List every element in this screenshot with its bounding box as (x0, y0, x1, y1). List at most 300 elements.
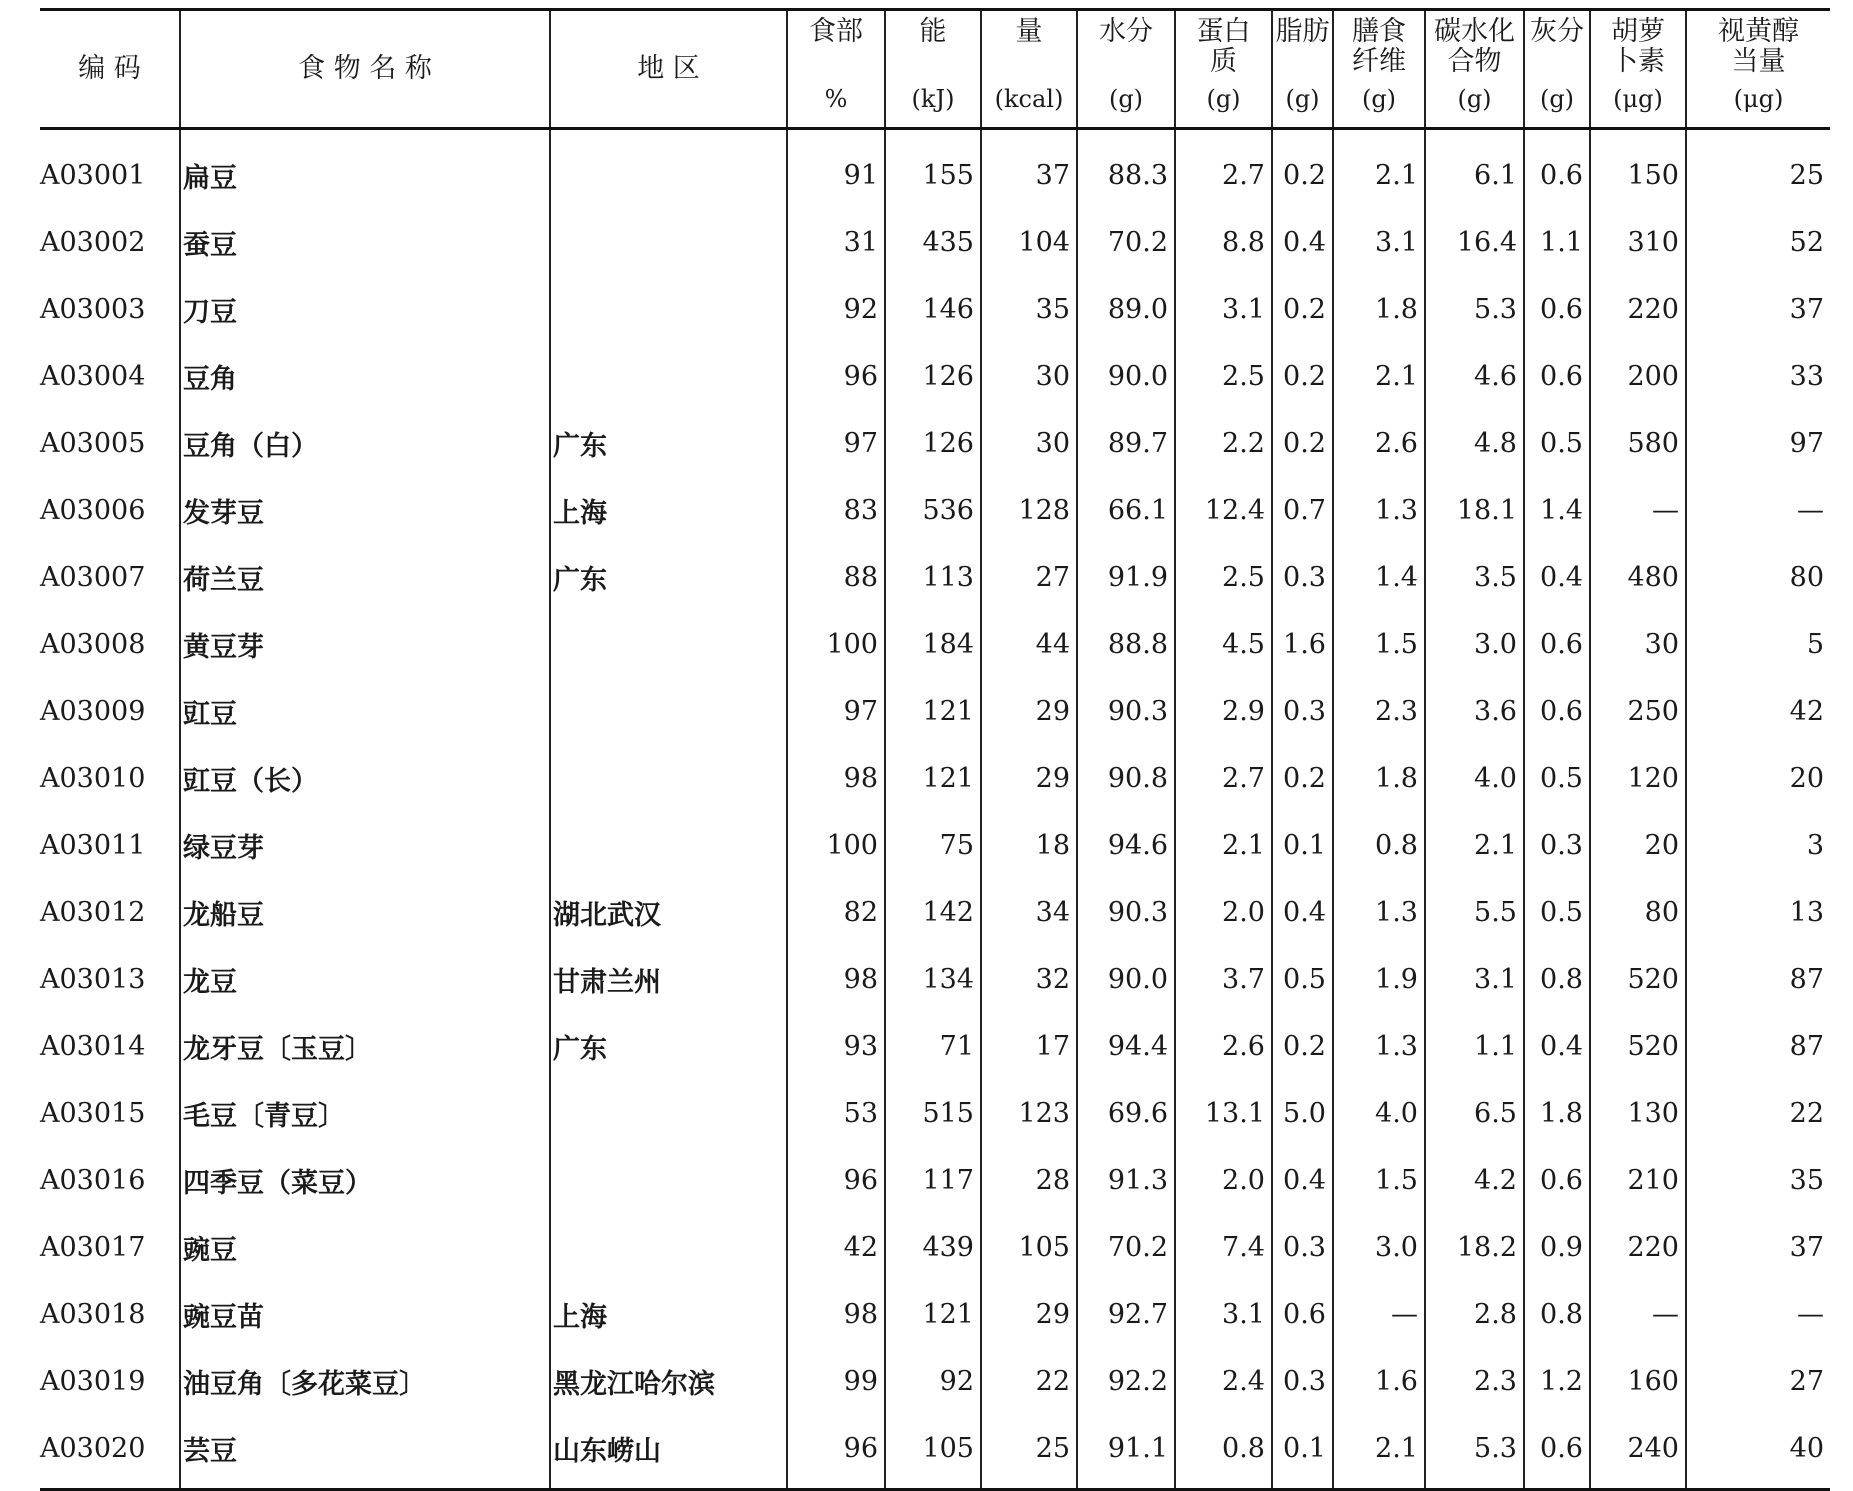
cell-carb: 3.0 (1425, 611, 1524, 678)
cell-fiber: 1.4 (1333, 544, 1425, 611)
cell-fiber: 1.9 (1333, 946, 1425, 1013)
table-row (40, 343, 1830, 410)
cell-retinol: 33 (1789, 361, 1824, 392)
cell-kcal: 29 (981, 745, 1077, 812)
cell-kcal: 29 (981, 1281, 1077, 1348)
cell-name: 豇豆 (180, 678, 550, 745)
header-edible-label: 食部 (809, 16, 863, 47)
table-row (40, 1348, 1830, 1415)
cell-edible: 96 (787, 343, 885, 410)
cell-kj: 121 (885, 678, 981, 745)
cell-carb: 1.1 (1425, 1013, 1524, 1080)
cell-water: 90.3 (1077, 879, 1175, 946)
cell-fiber: 1.8 (1333, 276, 1425, 343)
cell-fiber: 1.5 (1333, 1147, 1425, 1214)
cell-protein: 2.7 (1175, 745, 1272, 812)
cell-kcal: 17 (981, 1013, 1077, 1080)
cell-name: 黄豆芽 (180, 611, 550, 678)
cell-fat: 0.4 (1272, 209, 1333, 276)
header-energy-unit-kj: (kJ) (911, 85, 955, 113)
cell-water: 88.8 (1077, 611, 1175, 678)
cell-code: A03004 (40, 343, 180, 410)
cell-retinol: 42 (1789, 696, 1824, 727)
cell-region (550, 1147, 787, 1214)
cell-edible: 98 (787, 946, 885, 1013)
cell-protein: 3.7 (1175, 946, 1272, 1013)
cell-carb: 3.5 (1425, 544, 1524, 611)
cell-fiber: 2.1 (1333, 1415, 1425, 1490)
cell-kj: 439 (885, 1214, 981, 1281)
cell-protein: 2.7 (1175, 129, 1272, 210)
cell-kcal: 123 (981, 1080, 1077, 1147)
cell-fat: 0.2 (1272, 1013, 1333, 1080)
cell-retinol: 52 (1789, 227, 1824, 258)
cell-region: 湖北武汉 (550, 879, 787, 946)
cell-fat: 0.4 (1272, 879, 1333, 946)
header-region: 地 区 (550, 10, 787, 129)
cell-name: 豆角 (180, 343, 550, 410)
cell-fiber: 1.3 (1333, 477, 1425, 544)
cell-ash: 0.8 (1524, 946, 1590, 1013)
cell-kj: 75 (885, 812, 981, 879)
cell-water: 70.2 (1077, 1214, 1175, 1281)
cell-ash: 0.6 (1524, 678, 1590, 745)
cell-kcal: 28 (981, 1147, 1077, 1214)
cell-region: 上海 (550, 1281, 787, 1348)
cell-edible: 98 (787, 745, 885, 812)
cell-fat: 0.4 (1272, 1147, 1333, 1214)
cell-code: A03007 (40, 544, 180, 611)
cell-protein: 7.4 (1175, 1214, 1272, 1281)
cell-region (550, 276, 787, 343)
cell-code: A03010 (40, 745, 180, 812)
cell-retinol: 5 (1806, 629, 1824, 660)
cell-code: A03012 (40, 879, 180, 946)
cell-carb: 4.6 (1425, 343, 1524, 410)
cell-edible: 100 (787, 812, 885, 879)
cell-fiber: — (1333, 1281, 1425, 1348)
header-fiber-unit: (g) (1361, 85, 1397, 113)
header-energy-kj (885, 10, 981, 129)
table-row (40, 410, 1830, 477)
food-composition-table (40, 8, 1830, 1491)
cell-protein: 2.6 (1175, 1013, 1272, 1080)
cell-protein: 2.1 (1175, 812, 1272, 879)
cell-code: A03001 (40, 129, 180, 210)
cell-code: A03013 (40, 946, 180, 1013)
cell-edible: 88 (787, 544, 885, 611)
cell-retinol: 3 (1806, 830, 1824, 861)
cell-retinol: 87 (1789, 964, 1824, 995)
cell-kcal: 128 (981, 477, 1077, 544)
cell-fat: 0.3 (1272, 1348, 1333, 1415)
header-energy-label-left: 能 (919, 16, 947, 47)
cell-protein: 8.8 (1175, 209, 1272, 276)
table-row (40, 611, 1830, 678)
cell-edible: 92 (787, 276, 885, 343)
cell-kj: 92 (885, 1348, 981, 1415)
cell-carb: 16.4 (1425, 209, 1524, 276)
cell-region: 广东 (550, 544, 787, 611)
cell-protein: 2.5 (1175, 343, 1272, 410)
cell-ash: 0.5 (1524, 879, 1590, 946)
header-protein (1175, 10, 1272, 129)
cell-protein: 4.5 (1175, 611, 1272, 678)
cell-ash: 1.2 (1524, 1348, 1590, 1415)
cell-retinol: 13 (1789, 897, 1824, 928)
cell-edible: 82 (787, 879, 885, 946)
cell-fat: 0.2 (1272, 410, 1333, 477)
cell-name: 荷兰豆 (180, 544, 550, 611)
cell-protein: 2.0 (1175, 879, 1272, 946)
cell-fat: 0.2 (1272, 129, 1333, 210)
table-row (40, 1281, 1830, 1348)
cell-kcal: 27 (981, 544, 1077, 611)
cell-carb: 18.2 (1425, 1214, 1524, 1281)
cell-kj: 105 (885, 1415, 981, 1490)
cell-edible: 93 (787, 1013, 885, 1080)
cell-ash: 0.6 (1524, 276, 1590, 343)
cell-carb: 2.1 (1425, 812, 1524, 879)
cell-water: 94.6 (1077, 812, 1175, 879)
cell-water: 90.0 (1077, 343, 1175, 410)
cell-carotene: 130 (1590, 1080, 1686, 1147)
cell-fiber: 1.8 (1333, 745, 1425, 812)
table-row (40, 1415, 1830, 1490)
cell-carotene: 220 (1590, 1214, 1686, 1281)
cell-kj: 117 (885, 1147, 981, 1214)
cell-kcal: 105 (981, 1214, 1077, 1281)
header-retinol-unit: (μg) (1733, 85, 1784, 113)
header-fat-label: 脂肪 (1275, 16, 1330, 47)
cell-water: 91.9 (1077, 544, 1175, 611)
cell-code: A03011 (40, 812, 180, 879)
cell-retinol: — (1797, 495, 1824, 526)
cell-fiber: 1.5 (1333, 611, 1425, 678)
cell-name: 龙船豆 (180, 879, 550, 946)
cell-edible: 97 (787, 410, 885, 477)
header-ash-unit: (g) (1539, 85, 1575, 113)
cell-region (550, 745, 787, 812)
header-fat-unit: (g) (1285, 85, 1320, 113)
cell-name: 绿豆芽 (180, 812, 550, 879)
header-energy-unit-kcal: (kcal) (994, 85, 1064, 113)
cell-kj: 184 (885, 611, 981, 678)
header-row (40, 10, 1830, 129)
cell-kj: 121 (885, 745, 981, 812)
cell-region: 广东 (550, 410, 787, 477)
cell-edible: 53 (787, 1080, 885, 1147)
cell-carb: 6.1 (1425, 129, 1524, 210)
table-row (40, 1147, 1830, 1214)
cell-region: 广东 (550, 1013, 787, 1080)
cell-carb: 5.3 (1425, 276, 1524, 343)
cell-water: 94.4 (1077, 1013, 1175, 1080)
cell-edible: 31 (787, 209, 885, 276)
cell-water: 69.6 (1077, 1080, 1175, 1147)
cell-kj: 134 (885, 946, 981, 1013)
table-row (40, 209, 1830, 276)
cell-retinol: 22 (1789, 1098, 1824, 1129)
cell-kj: 155 (885, 129, 981, 210)
cell-ash: 0.6 (1524, 129, 1590, 210)
cell-carb: 5.3 (1425, 1415, 1524, 1490)
cell-ash: 0.9 (1524, 1214, 1590, 1281)
cell-carotene: 80 (1590, 879, 1686, 946)
cell-edible: 96 (787, 1415, 885, 1490)
cell-fat: 0.3 (1272, 544, 1333, 611)
cell-kcal: 18 (981, 812, 1077, 879)
cell-carotene: 520 (1590, 946, 1686, 1013)
cell-carotene: — (1590, 477, 1686, 544)
cell-retinol: 20 (1789, 763, 1824, 794)
cell-carotene: 480 (1590, 544, 1686, 611)
cell-region (550, 129, 787, 210)
cell-kcal: 30 (981, 343, 1077, 410)
cell-code: A03018 (40, 1281, 180, 1348)
cell-fat: 0.2 (1272, 343, 1333, 410)
cell-fiber: 2.1 (1333, 343, 1425, 410)
cell-name: 刀豆 (180, 276, 550, 343)
cell-kj: 142 (885, 879, 981, 946)
header-name: 食 物 名 称 (180, 10, 550, 129)
cell-carotene: 520 (1590, 1013, 1686, 1080)
header-energy-label-right: 量 (1015, 16, 1043, 47)
cell-retinol: — (1797, 1299, 1824, 1330)
cell-carotene: 210 (1590, 1147, 1686, 1214)
table-row (40, 678, 1830, 745)
cell-protein: 2.2 (1175, 410, 1272, 477)
cell-code: A03017 (40, 1214, 180, 1281)
cell-name: 蚕豆 (180, 209, 550, 276)
table-row (40, 1080, 1830, 1147)
cell-name: 芸豆 (180, 1415, 550, 1490)
cell-kj: 146 (885, 276, 981, 343)
cell-edible: 98 (787, 1281, 885, 1348)
cell-protein: 2.5 (1175, 544, 1272, 611)
header-water (1077, 10, 1175, 129)
cell-water: 70.2 (1077, 209, 1175, 276)
header-ash (1524, 10, 1590, 129)
cell-carb: 2.8 (1425, 1281, 1524, 1348)
cell-carotene: 200 (1590, 343, 1686, 410)
cell-ash: 0.5 (1524, 745, 1590, 812)
cell-name: 毛豆〔青豆〕 (180, 1080, 550, 1147)
cell-kj: 435 (885, 209, 981, 276)
header-protein-unit: (g) (1206, 85, 1241, 113)
cell-code: A03008 (40, 611, 180, 678)
cell-fiber: 1.3 (1333, 1013, 1425, 1080)
cell-code: A03015 (40, 1080, 180, 1147)
cell-ash: 0.3 (1524, 812, 1590, 879)
header-carotene-label: 胡萝卜素 (1611, 16, 1665, 77)
cell-fat: 0.6 (1272, 1281, 1333, 1348)
cell-edible: 83 (787, 477, 885, 544)
cell-region: 山东崂山 (550, 1415, 787, 1490)
cell-fiber: 1.3 (1333, 879, 1425, 946)
cell-code: A03016 (40, 1147, 180, 1214)
cell-fiber: 3.0 (1333, 1214, 1425, 1281)
cell-protein: 0.8 (1175, 1415, 1272, 1490)
table-row (40, 812, 1830, 879)
cell-kcal: 37 (981, 129, 1077, 210)
cell-retinol: 40 (1686, 1415, 1830, 1490)
cell-edible: 97 (787, 678, 885, 745)
cell-water: 88.3 (1077, 129, 1175, 210)
cell-ash: 0.4 (1524, 544, 1590, 611)
cell-region (550, 343, 787, 410)
cell-region (550, 812, 787, 879)
cell-fat: 1.6 (1272, 611, 1333, 678)
cell-carotene: 310 (1590, 209, 1686, 276)
cell-carb: 6.5 (1425, 1080, 1524, 1147)
cell-water: 89.0 (1077, 276, 1175, 343)
cell-water: 89.7 (1077, 410, 1175, 477)
header-protein-label: 蛋白质 (1196, 16, 1251, 77)
cell-carotene: — (1590, 1281, 1686, 1348)
header-carb-label: 碳水化合物 (1434, 16, 1515, 77)
cell-carb: 18.1 (1425, 477, 1524, 544)
cell-retinol: 27 (1789, 1366, 1824, 1397)
cell-kcal: 104 (981, 209, 1077, 276)
cell-code: A03003 (40, 276, 180, 343)
header-retinol (1686, 10, 1830, 129)
cell-edible: 42 (787, 1214, 885, 1281)
cell-fat: 0.1 (1272, 1415, 1333, 1490)
cell-code: A03002 (40, 209, 180, 276)
table-row (40, 544, 1830, 611)
table-row (40, 1214, 1830, 1281)
cell-kj: 113 (885, 544, 981, 611)
cell-fat: 0.2 (1272, 745, 1333, 812)
cell-carb: 5.5 (1425, 879, 1524, 946)
cell-water: 90.8 (1077, 745, 1175, 812)
cell-retinol: 87 (1789, 1031, 1824, 1062)
cell-code: A03009 (40, 678, 180, 745)
cell-edible: 91 (787, 129, 885, 210)
cell-carotene: 220 (1590, 276, 1686, 343)
header-carb (1425, 10, 1524, 129)
cell-edible: 96 (787, 1147, 885, 1214)
cell-water: 92.7 (1077, 1281, 1175, 1348)
cell-name: 四季豆（菜豆） (180, 1147, 550, 1214)
cell-fiber: 4.0 (1333, 1080, 1425, 1147)
cell-fat: 5.0 (1272, 1080, 1333, 1147)
cell-water: 90.0 (1077, 946, 1175, 1013)
document-page (40, 8, 1830, 1467)
cell-retinol: 97 (1789, 428, 1824, 459)
header-fat (1272, 10, 1333, 129)
header-ash-label: 灰分 (1530, 16, 1584, 47)
cell-protein: 13.1 (1175, 1080, 1272, 1147)
cell-fiber: 1.6 (1333, 1348, 1425, 1415)
cell-retinol: 25 (1789, 160, 1824, 191)
cell-ash: 0.6 (1524, 611, 1590, 678)
cell-kcal: 30 (981, 410, 1077, 477)
cell-ash: 0.6 (1524, 1415, 1590, 1490)
cell-name: 豌豆 (180, 1214, 550, 1281)
cell-ash: 0.6 (1524, 1147, 1590, 1214)
cell-carotene: 250 (1590, 678, 1686, 745)
cell-fat: 0.5 (1272, 946, 1333, 1013)
table-row (40, 946, 1830, 1013)
cell-carotene: 30 (1590, 611, 1686, 678)
cell-protein: 2.9 (1175, 678, 1272, 745)
header-retinol-label: 视黄醇当量 (1718, 16, 1799, 77)
cell-protein: 3.1 (1175, 1281, 1272, 1348)
cell-kcal: 32 (981, 946, 1077, 1013)
header-edible (787, 10, 885, 129)
cell-kj: 126 (885, 343, 981, 410)
cell-name: 豆角（白） (180, 410, 550, 477)
cell-fiber: 2.3 (1333, 678, 1425, 745)
cell-ash: 1.4 (1524, 477, 1590, 544)
cell-name: 龙牙豆〔玉豆〕 (180, 1013, 550, 1080)
table-row (40, 477, 1830, 544)
cell-kcal: 22 (981, 1348, 1077, 1415)
cell-fiber: 0.8 (1333, 812, 1425, 879)
cell-ash: 0.4 (1524, 1013, 1590, 1080)
cell-water: 90.3 (1077, 678, 1175, 745)
header-carb-unit: (g) (1457, 85, 1492, 113)
cell-retinol: 35 (1789, 1165, 1824, 1196)
cell-carb: 4.0 (1425, 745, 1524, 812)
cell-carotene: 120 (1590, 745, 1686, 812)
cell-kj: 536 (885, 477, 981, 544)
cell-ash: 1.1 (1524, 209, 1590, 276)
header-carotene-unit: (μg) (1613, 85, 1663, 113)
cell-edible: 100 (787, 611, 885, 678)
table-body (40, 129, 1830, 1490)
cell-region: 甘肃兰州 (550, 946, 787, 1013)
cell-code: A03005 (40, 410, 180, 477)
cell-fiber: 3.1 (1333, 209, 1425, 276)
cell-carotene: 240 (1590, 1415, 1686, 1490)
cell-kcal: 44 (981, 611, 1077, 678)
cell-protein: 12.4 (1175, 477, 1272, 544)
cell-carb: 2.3 (1425, 1348, 1524, 1415)
cell-region (550, 1080, 787, 1147)
cell-kcal: 34 (981, 879, 1077, 946)
cell-region (550, 678, 787, 745)
cell-name: 发芽豆 (180, 477, 550, 544)
header-water-label: 水分 (1099, 16, 1153, 47)
cell-fiber: 2.1 (1333, 129, 1425, 210)
cell-water: 66.1 (1077, 477, 1175, 544)
cell-code: A03014 (40, 1013, 180, 1080)
cell-fiber: 2.6 (1333, 410, 1425, 477)
cell-water: 92.2 (1077, 1348, 1175, 1415)
cell-region (550, 611, 787, 678)
cell-retinol: 37 (1789, 1232, 1824, 1263)
header-water-unit: (g) (1108, 85, 1144, 113)
cell-water: 91.1 (1077, 1415, 1175, 1490)
table-row (40, 879, 1830, 946)
header-fiber-label: 膳食纤维 (1352, 16, 1406, 77)
cell-name: 扁豆 (180, 129, 550, 210)
cell-fat: 0.1 (1272, 812, 1333, 879)
header-fiber (1333, 10, 1425, 129)
cell-carotene: 150 (1590, 129, 1686, 210)
cell-carotene: 160 (1590, 1348, 1686, 1415)
header-energy-kcal (981, 10, 1077, 129)
cell-fat: 0.3 (1272, 1214, 1333, 1281)
cell-code: A03019 (40, 1348, 180, 1415)
cell-retinol: 37 (1789, 294, 1824, 325)
cell-region (550, 1214, 787, 1281)
table-row (40, 129, 1830, 210)
cell-ash: 0.5 (1524, 410, 1590, 477)
